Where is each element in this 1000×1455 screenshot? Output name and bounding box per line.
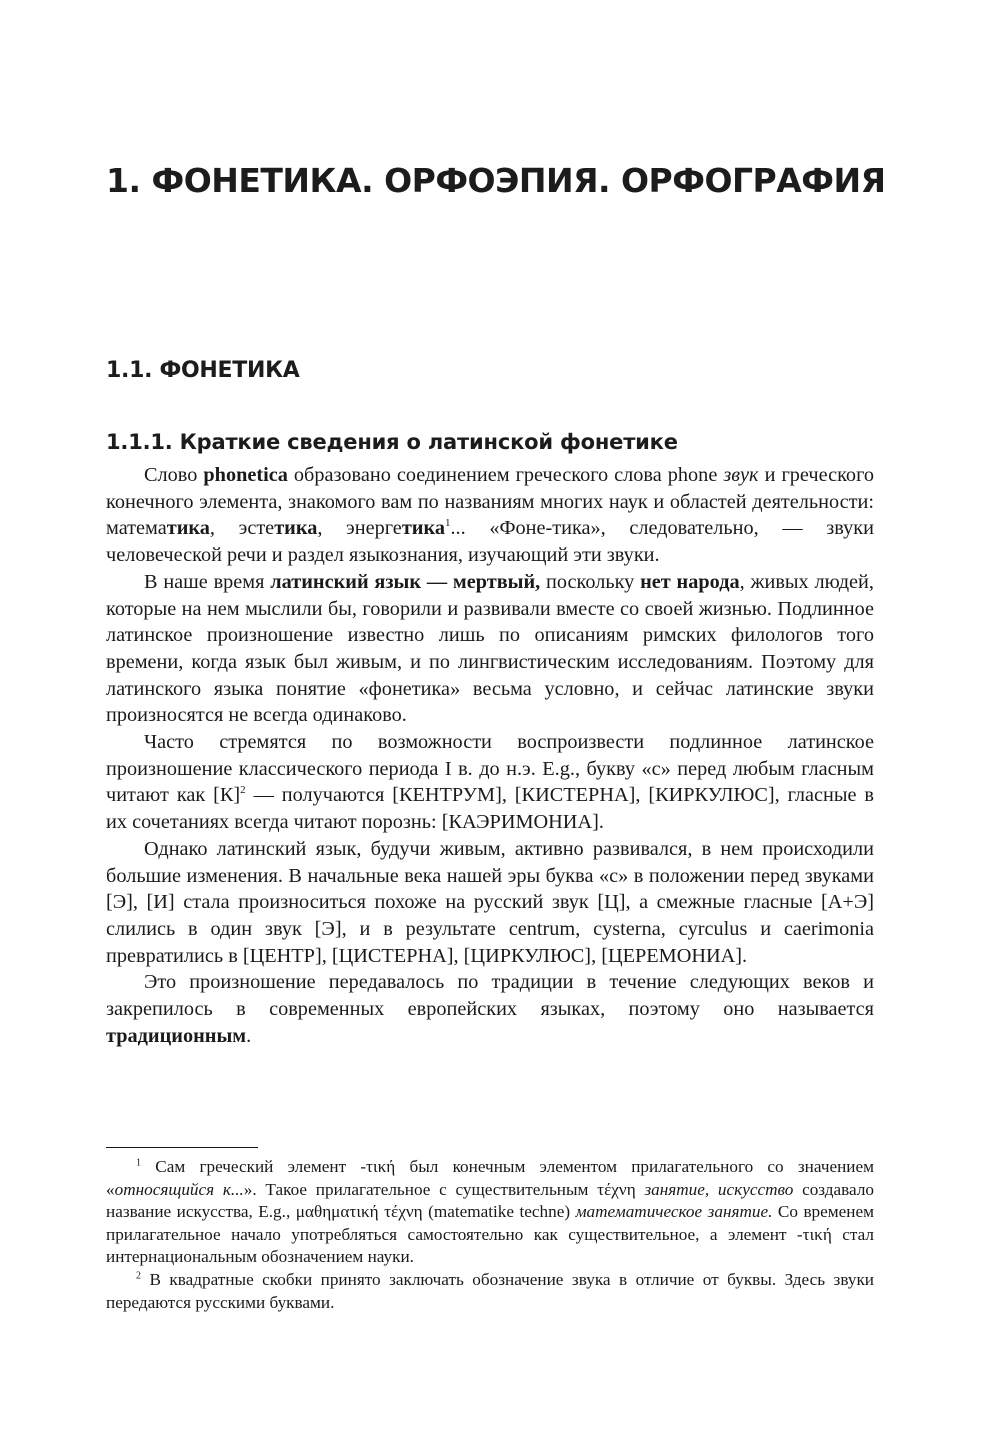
text-run: . — [246, 1024, 252, 1047]
bold-term: традиционным — [106, 1024, 247, 1047]
text-run: Слово — [144, 464, 204, 486]
footnote-number: 2 — [136, 1270, 141, 1282]
italic-gloss: математическое занятие. — [575, 1202, 773, 1222]
italic-gloss: звук — [723, 464, 759, 486]
chapter-title: 1. ФОНЕТИКА. ОРФОЭПИЯ. ОРФОГРАФИЯ — [106, 161, 886, 200]
text-run: образовано соединением греческого слова phone — [287, 464, 724, 486]
footnote-2 — [106, 1269, 874, 1314]
text-run: , эсте — [209, 517, 275, 540]
footnotes — [106, 1156, 874, 1314]
text-run: Часто стремятся по возможности воспроизвести подлинное латинское произношение классического периода I в. до н.э. E.g., букву «c» перед любым гласным читают как [К] — [106, 731, 874, 807]
footnote-ref-1: 1 — [444, 517, 451, 530]
body-text — [106, 462, 874, 1049]
section-title: 1.1. ФОНЕТИКА — [106, 358, 300, 383]
footnote-ref-2: 2 — [240, 784, 246, 797]
text-run: ... «Фоне-тика», следовательно, — звуки человеческой речи и раздел языкознания, изучающий эти звуки. — [106, 517, 874, 567]
text-run: В квадратные скобки принято заключать обозначение звука в отличие от буквы. Здесь звуки передаются русскими буквами. — [106, 1269, 874, 1312]
bold-suffix: тика — [274, 517, 318, 540]
bold-phrase: нет народа — [640, 570, 740, 593]
paragraph-1 — [106, 462, 874, 569]
paragraph-4: Однако латинский язык, будучи живым, активно развивался, в нем происходили большие изменения. В начальные века нашей эры буква «c» в положении перед звуками [Э], [И] стала произноситься похоже на русский звук [Ц], а смежные гласные [А+Э] слились в один звук [Э], и в результате centrum, cysterna, cyrculus и caerimonia превратились в [ЦЕНТР], [ЦИСТЕРНА], [ЦИРКУЛЮС], [ЦЕРЕМОНИА]. — [106, 837, 874, 967]
paragraph-2 — [106, 569, 874, 729]
subsection-title: 1.1.1. Краткие сведения о латинской фонетике — [106, 430, 678, 454]
text-run: создавало название искусства, E.g., μαθηματική τέχνη (matematike techne) — [106, 1179, 874, 1222]
text-run: , энерге — [317, 517, 402, 540]
text-run: Сам греческий элемент -τική был конечным элементом прилагательного со значением « — [106, 1157, 874, 1199]
italic-gloss: занятие, искусство — [644, 1179, 794, 1199]
italic-gloss: относящийся к... — [114, 1179, 244, 1199]
text-run: В наше время — [144, 570, 271, 593]
bold-suffix: тика — [166, 517, 210, 540]
text-run: поскольку — [540, 570, 641, 593]
term-phonetica: phonetica — [203, 464, 288, 486]
bold-suffix: тика — [401, 517, 445, 540]
paragraph-3 — [106, 729, 874, 836]
text-run: и греческого конечного элемента, знакомого вам по названиям многих наук и областей деятельности: матема — [106, 464, 875, 540]
footnote-divider — [106, 1147, 258, 1148]
text-run: Со временем прилагательное начало употребляться самостоятельно как существительное, а элемент -τική стал интернациональным обозначением науки. — [106, 1202, 874, 1267]
footnote-number: 1 — [136, 1157, 141, 1169]
text-run: — получаются [КЕНТРУМ], [КИСТЕРНА], [КИРКУЛЮС], гласные в их сочетаниях всегда читают порознь: [КАЭРИМОНИА]. — [106, 784, 874, 834]
text-run: , живых людей, которые на нем мыслили бы, говорили и развивали вместе со своей жизнью. Подлинное латинское произношение известно лишь по описаниям римских филологов того времени, когда язык был живым, и по лингвистическим исследованиям. Поэтому для латинского языка понятие «фонетика» весьма условно, и сейчас латинские звуки произносятся не всегда одинаково. — [106, 570, 874, 727]
text-run: ». Такое прилагательное с существительным τέχνη — [243, 1179, 645, 1199]
paragraph-5 — [106, 969, 874, 1049]
bold-phrase: латинский язык — мертвый, — [270, 570, 541, 593]
footnote-1 — [106, 1156, 874, 1269]
text-run: Это произношение передавалось по традиции в течение следующих веков и закрепилось в современных европейских языках, поэтому оно называется — [106, 971, 874, 1021]
